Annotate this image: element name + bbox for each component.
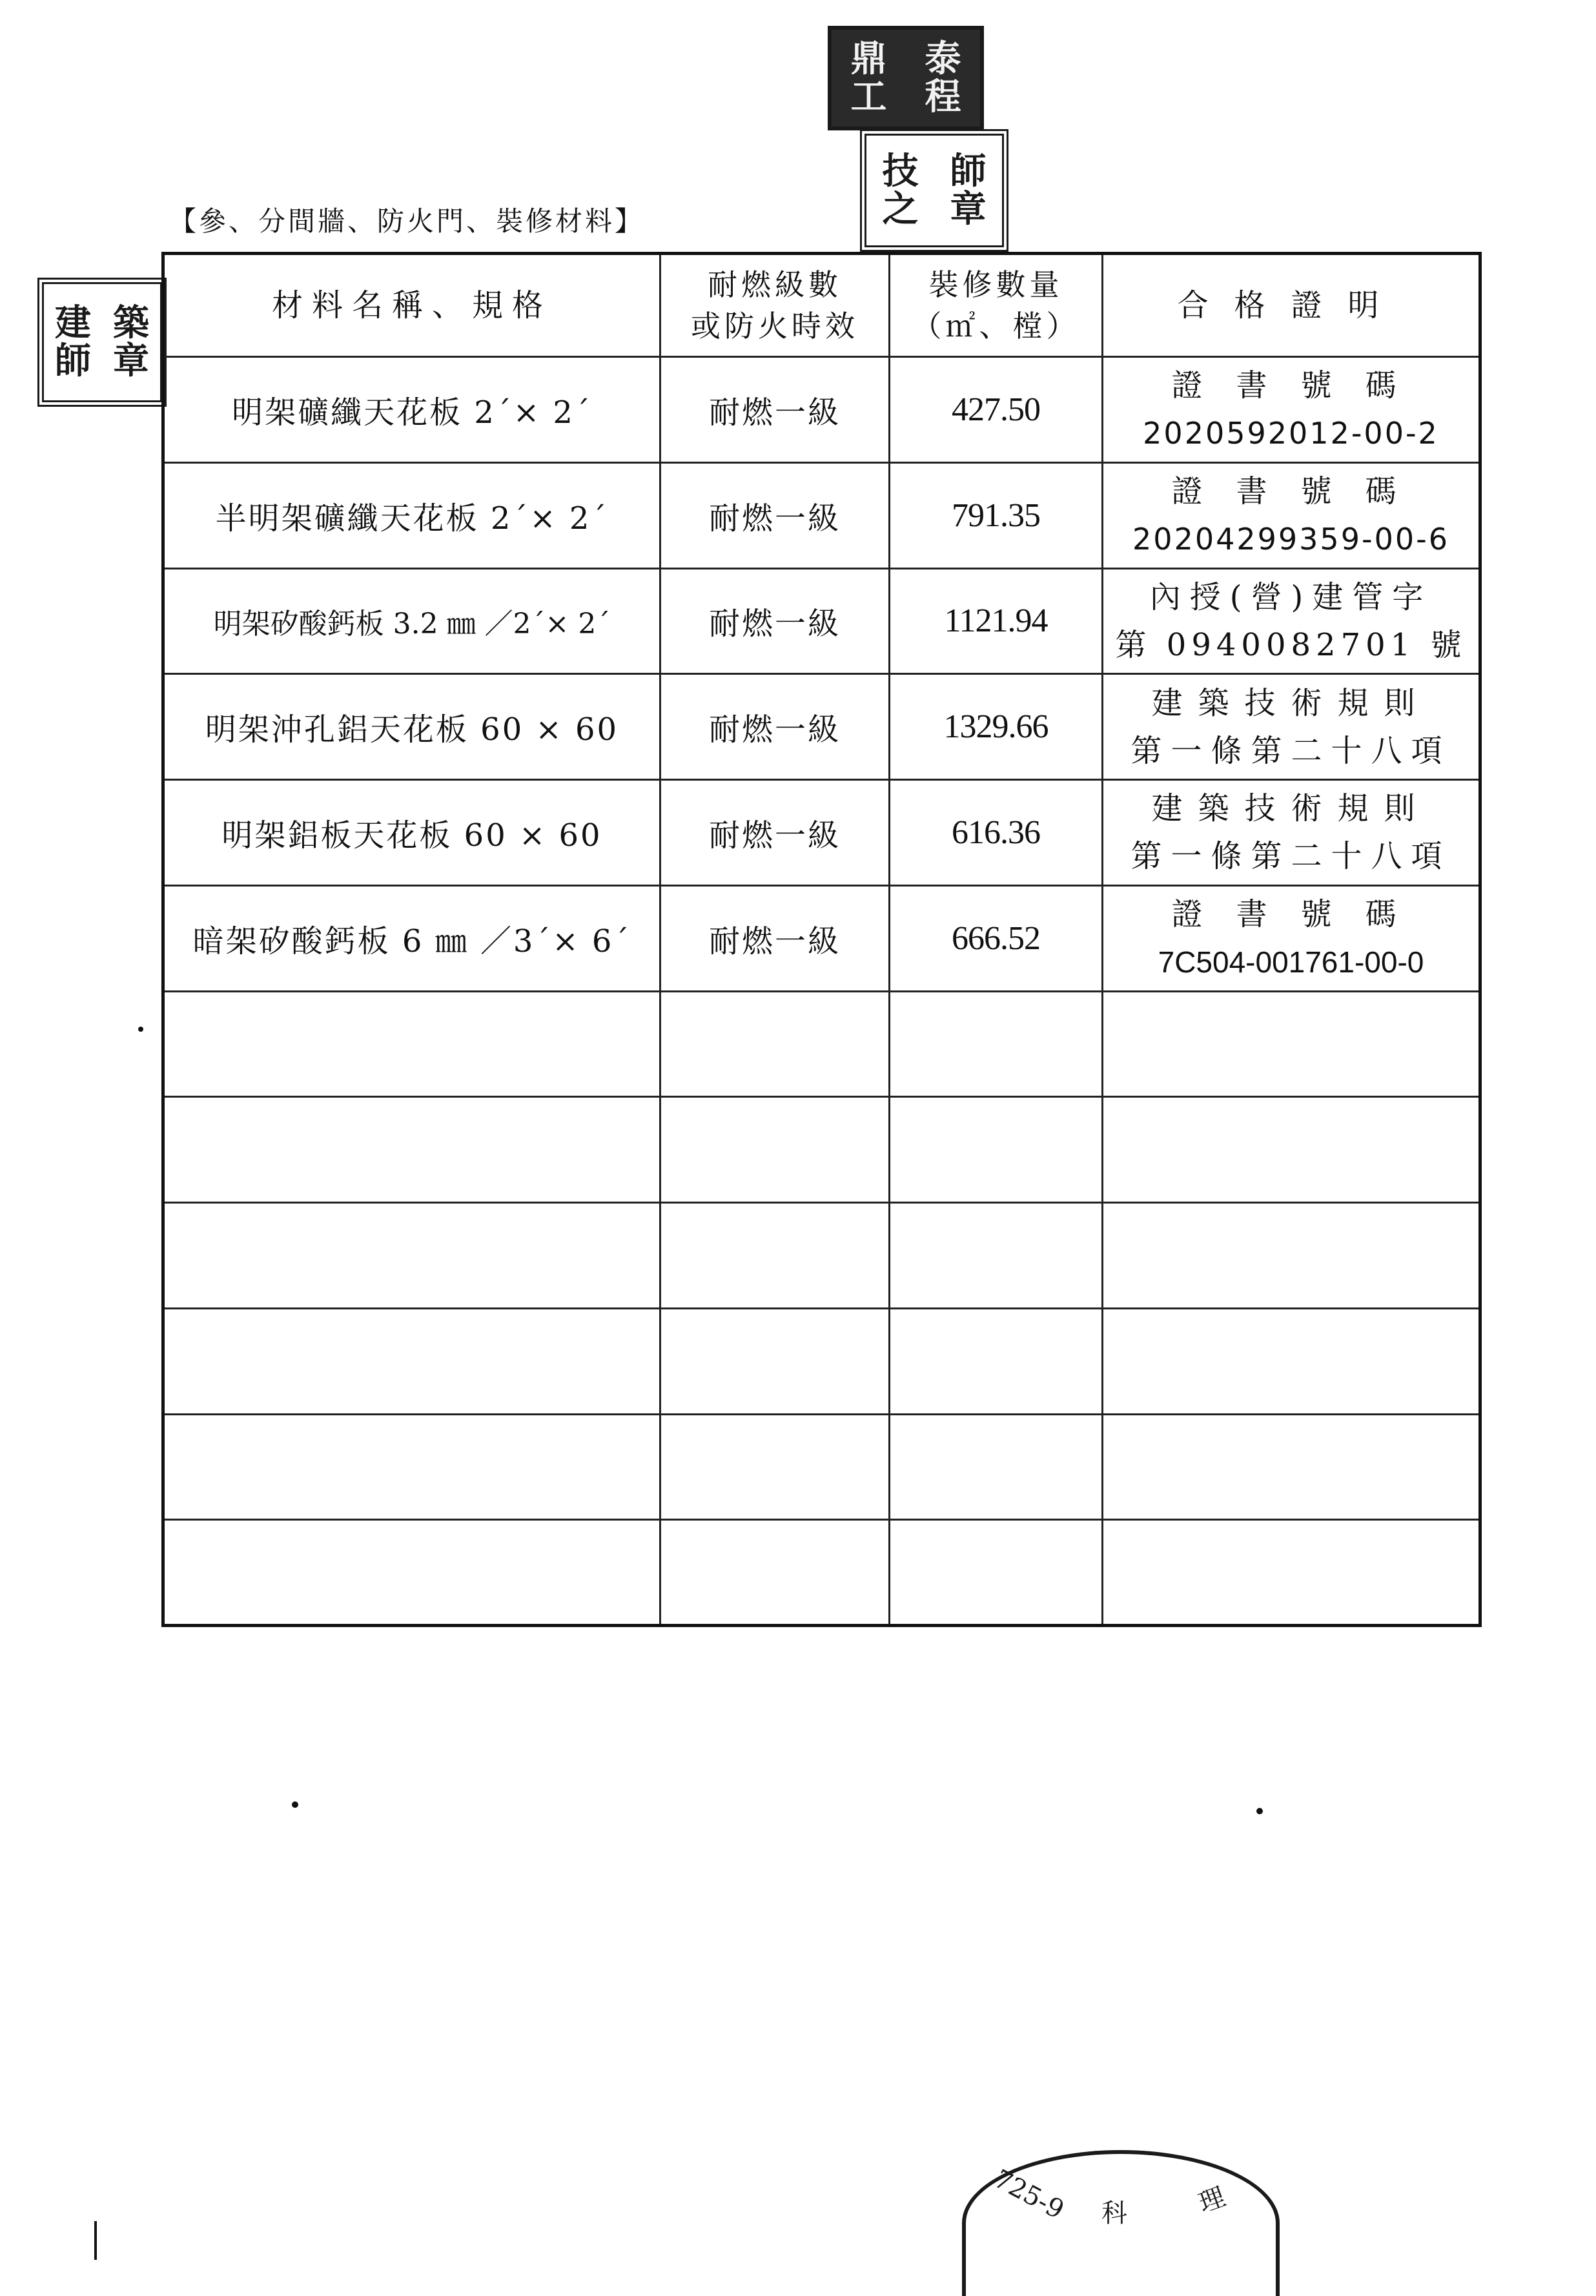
empty-cell — [1103, 1414, 1480, 1520]
certificate: 建築技術規則 第一條第二十八項 — [1103, 780, 1480, 886]
scan-speck — [138, 1027, 143, 1032]
quantity: 427.50 — [890, 357, 1103, 463]
certificate: 證書號碼 7C504-001761-00-0 — [1103, 885, 1480, 991]
empty-cell — [660, 991, 890, 1097]
quantity: 1329.66 — [890, 674, 1103, 780]
scan-speck — [292, 1801, 298, 1808]
fire-rating: 耐燃一級 — [660, 674, 890, 780]
table-row-empty — [163, 1308, 1480, 1414]
table-header-row — [163, 254, 1480, 357]
scan-speck — [94, 2221, 97, 2260]
header-certificate: 合格證明 — [1103, 254, 1480, 357]
empty-cell — [1103, 1308, 1480, 1414]
quantity: 666.52 — [890, 885, 1103, 991]
table-row-empty — [163, 991, 1480, 1097]
table-row — [163, 674, 1480, 780]
material-name: 明架沖孔鋁天花板 60 × 60 — [163, 674, 660, 780]
empty-cell — [660, 1203, 890, 1309]
empty-cell — [1103, 991, 1480, 1097]
quantity: 1121.94 — [890, 568, 1103, 674]
engineer-seal-second: 技 師 之 章 — [860, 129, 1008, 252]
certificate: 建築技術規則 第一條第二十八項 — [1103, 674, 1480, 780]
fire-rating: 耐燃一級 — [660, 780, 890, 886]
table-row — [163, 462, 1480, 568]
table-row — [163, 357, 1480, 463]
material-name: 半明架礦纖天花板 2΄× 2΄ — [163, 462, 660, 568]
material-name: 明架礦纖天花板 2΄× 2΄ — [163, 357, 660, 463]
certificate: 證書號碼 20204299359-00-6 — [1103, 462, 1480, 568]
material-name: 明架鋁板天花板 60 × 60 — [163, 780, 660, 886]
empty-cell — [163, 1203, 660, 1309]
table-row — [163, 780, 1480, 886]
certificate: 證書號碼 2020592012-00-2 — [1103, 357, 1480, 463]
material-name: 明架矽酸鈣板 3.2 ㎜ ／2΄× 2΄ — [163, 568, 660, 674]
empty-cell — [1103, 1097, 1480, 1203]
empty-cell — [163, 991, 660, 1097]
fire-rating: 耐燃一級 — [660, 357, 890, 463]
empty-cell — [660, 1308, 890, 1414]
stamp-text: 725-9 — [988, 2164, 1069, 2226]
empty-cell — [890, 1203, 1103, 1309]
quantity: 616.36 — [890, 780, 1103, 886]
quantity: 791.35 — [890, 462, 1103, 568]
table-row — [163, 568, 1480, 674]
header-fire-rating: 耐燃級數 或防火時效 — [660, 254, 890, 357]
header-material-name: 材料名稱、規格 — [163, 254, 660, 357]
empty-cell — [890, 1520, 1103, 1626]
material-name: 暗架矽酸鈣板 6 ㎜ ／3΄× 6΄ — [163, 885, 660, 991]
empty-cell — [163, 1097, 660, 1203]
empty-cell — [163, 1520, 660, 1626]
empty-cell — [163, 1414, 660, 1520]
fire-rating: 耐燃一級 — [660, 462, 890, 568]
bottom-stamp — [962, 2150, 1280, 2296]
empty-cell — [1103, 1203, 1480, 1309]
table-row-empty — [163, 1203, 1480, 1309]
fire-rating: 耐燃一級 — [660, 568, 890, 674]
header-quantity: 裝修數量 （㎡、樘） — [890, 254, 1103, 357]
section-title: 【參、分間牆、防火門、裝修材料】 — [169, 205, 645, 237]
architect-seal-left: 建 築 師 章 — [37, 278, 167, 407]
scan-speck — [1256, 1808, 1263, 1814]
stamp-text: 理 — [1194, 2182, 1229, 2219]
empty-cell — [660, 1520, 890, 1626]
table-row-empty — [163, 1097, 1480, 1203]
table-row-empty — [163, 1520, 1480, 1626]
engineer-seal-top: 鼎 泰 工 程 — [828, 26, 984, 130]
table-row-empty — [163, 1414, 1480, 1520]
materials-table — [161, 252, 1482, 1627]
fire-rating: 耐燃一級 — [660, 885, 890, 991]
empty-cell — [1103, 1520, 1480, 1626]
stamp-text: 科 — [1101, 2199, 1127, 2228]
empty-cell — [890, 991, 1103, 1097]
certificate: 內授(營)建管字 第 0940082701 號 — [1103, 568, 1480, 674]
empty-cell — [660, 1414, 890, 1520]
empty-cell — [890, 1308, 1103, 1414]
empty-cell — [890, 1414, 1103, 1520]
empty-cell — [163, 1308, 660, 1414]
empty-cell — [890, 1097, 1103, 1203]
empty-cell — [660, 1097, 890, 1203]
table-row — [163, 885, 1480, 991]
